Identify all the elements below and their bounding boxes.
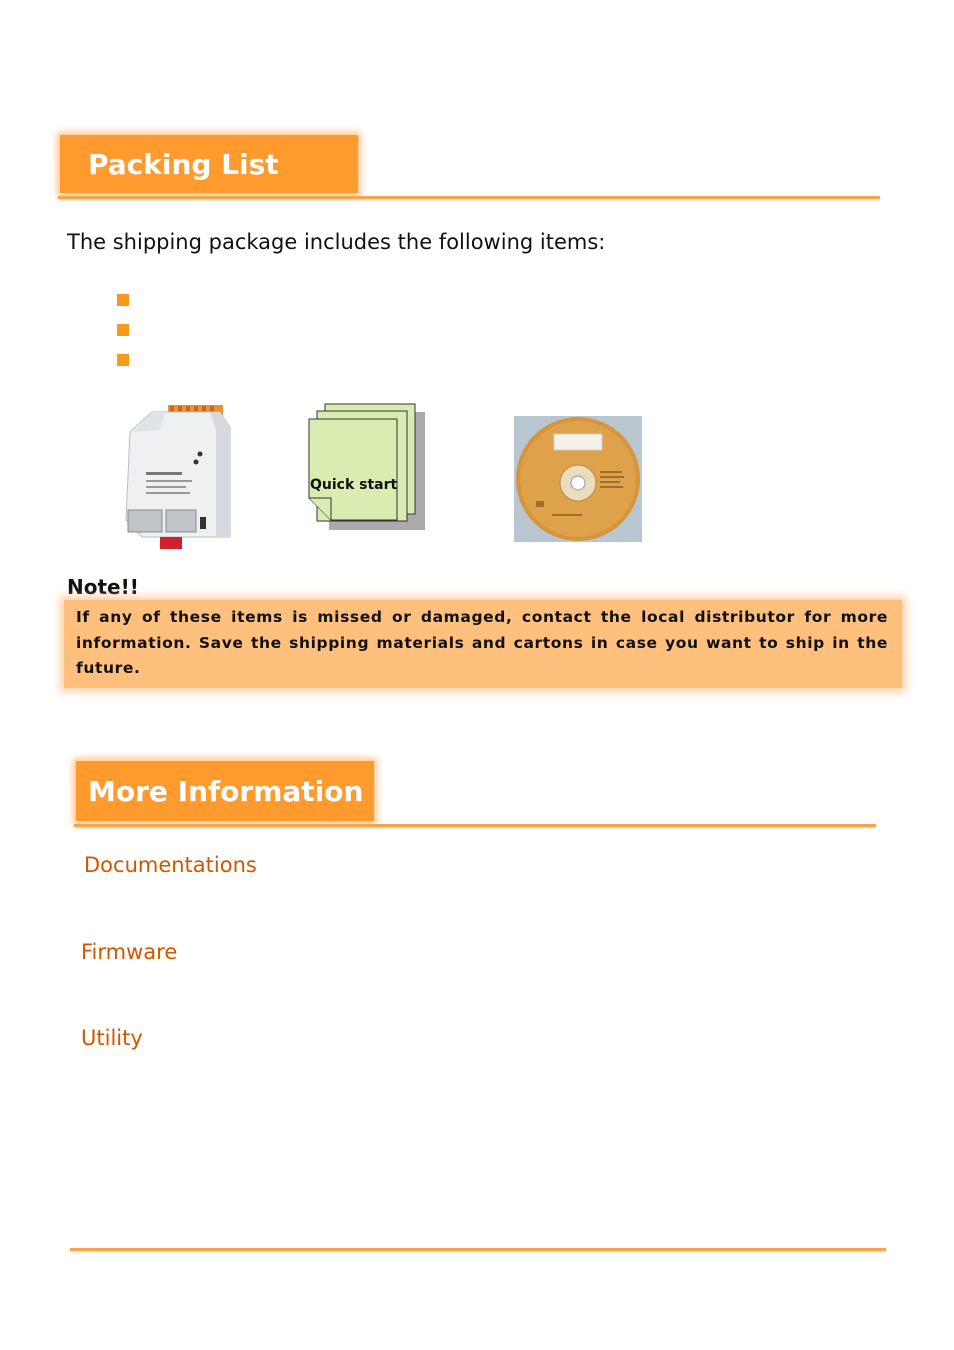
- packing-list-title: Packing List: [88, 147, 279, 181]
- quick-start-document-image: [305, 402, 430, 532]
- square-bullet-icon: [117, 294, 129, 306]
- packing-list-rule: [58, 196, 880, 199]
- quick-start-label: Quick start: [310, 477, 398, 493]
- packing-intro: The shipping package includes the following items:: [67, 230, 606, 254]
- more-information-rule: [74, 824, 876, 827]
- cd-disc-image: [514, 416, 642, 542]
- note-box: [64, 600, 902, 688]
- device-module-image: [120, 402, 235, 552]
- more-information-heading: [76, 761, 374, 821]
- utility-link[interactable]: Utility: [81, 1026, 143, 1050]
- more-information-title: More Information: [88, 774, 364, 808]
- footer-rule: [70, 1248, 886, 1251]
- note-title: Note!!: [67, 575, 139, 599]
- square-bullet-icon: [117, 324, 129, 336]
- square-bullet-icon: [117, 354, 129, 366]
- firmware-link[interactable]: Firmware: [81, 940, 178, 964]
- note-text: If any of these items is missed or damaged, contact the local distributor for more information. Save the shipping materials and cartons in case you want to ship in the future.: [76, 608, 888, 677]
- documentations-link[interactable]: Documentations: [84, 853, 257, 877]
- packing-list-heading: [60, 135, 358, 193]
